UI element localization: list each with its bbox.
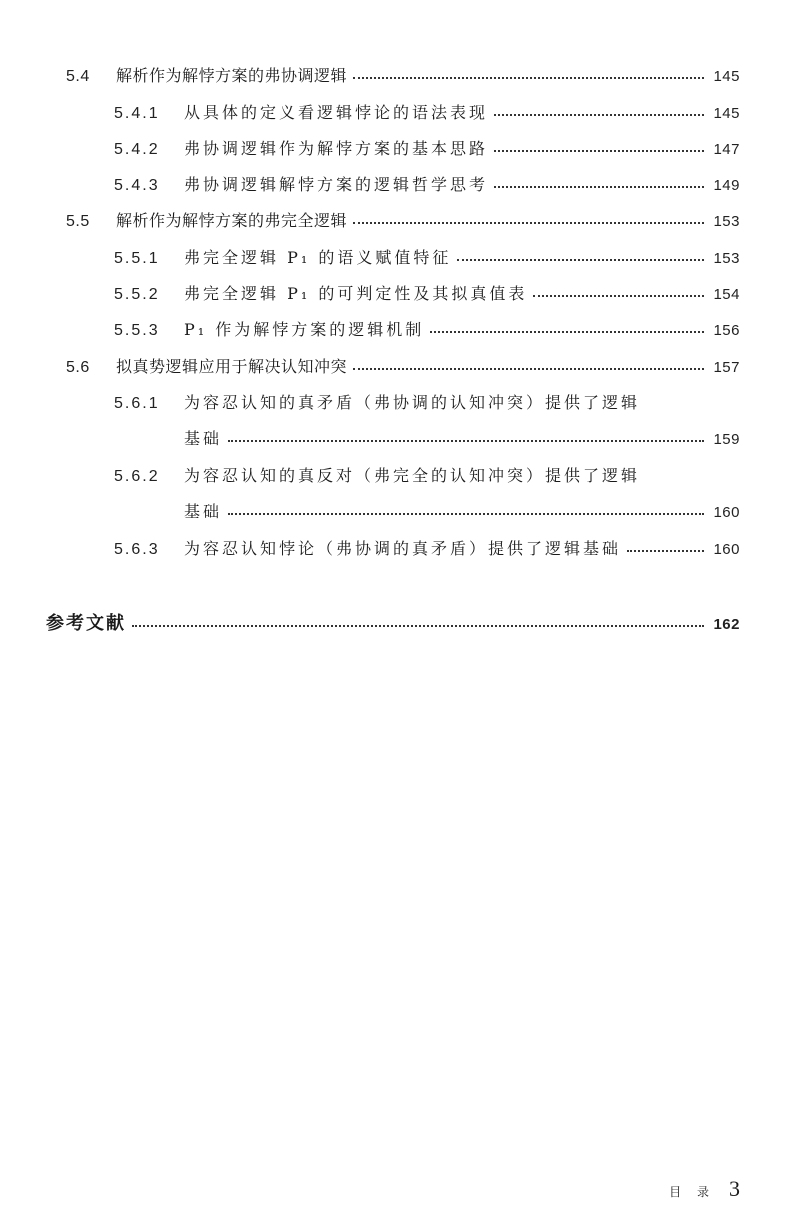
section-title: 为容忍认知的真反对（弗完全的认知冲突）提供了逻辑 [184, 466, 641, 485]
toc-entry-5-6-2-continued[interactable] [184, 499, 740, 522]
section-title: 为容忍认知的真矛盾（弗协调的认知冲突）提供了逻辑 [184, 393, 641, 412]
section-title: 从具体的定义看逻辑悖论的语法表现 [184, 103, 489, 122]
page-number: 159 [713, 431, 740, 448]
section-title: 弗完全逻辑 P₁ 的可判定性及其拟真值表 [184, 284, 528, 303]
page-number: 160 [713, 504, 740, 521]
page-number: 156 [713, 322, 740, 339]
page-number: 147 [713, 141, 740, 158]
page-footer [669, 1176, 740, 1202]
section-title-continued: 基础 [184, 429, 223, 448]
toc-entry-5-6-2[interactable] [114, 463, 740, 486]
toc-entry-5-5[interactable] [66, 208, 740, 231]
section-number: 5.6.2 [114, 468, 160, 485]
dot-leader [627, 549, 704, 552]
toc-entry-5-5-1[interactable] [114, 245, 740, 268]
section-number: 5.5.2 [114, 286, 160, 303]
section-title: 解析作为解悖方案的弗完全逻辑 [116, 211, 348, 230]
section-number: 5.5.3 [114, 322, 160, 339]
section-number: 5.6.1 [114, 395, 160, 412]
toc-entry-5-5-3[interactable] [114, 317, 740, 340]
page-number: 160 [713, 541, 740, 558]
section-number: 5.4.3 [114, 177, 160, 194]
page-number: 157 [713, 359, 740, 376]
toc-entry-5-4-3[interactable] [114, 172, 740, 195]
toc-entry-5-6-3[interactable] [114, 536, 740, 559]
page-number: 145 [713, 68, 740, 85]
section-title: 弗协调逻辑作为解悖方案的基本思路 [184, 139, 489, 158]
references-title: 参考文献 [46, 613, 126, 634]
page-number: 154 [713, 286, 740, 303]
section-title: 拟真势逻辑应用于解决认知冲突 [116, 357, 348, 376]
section-title: 为容忍认知悖论（弗协调的真矛盾）提供了逻辑基础 [184, 539, 622, 558]
dot-leader [430, 330, 704, 333]
toc-entry-5-4[interactable] [66, 63, 740, 86]
dot-leader [494, 185, 704, 188]
section-number: 5.6.3 [114, 541, 160, 558]
section-number: 5.5 [66, 213, 90, 230]
dot-leader [228, 512, 704, 515]
section-title: 弗完全逻辑 P₁ 的语义赋值特征 [184, 248, 452, 267]
section-number: 5.4.2 [114, 141, 160, 158]
toc-entry-5-4-2[interactable] [114, 136, 740, 159]
section-number: 5.5.1 [114, 250, 160, 267]
page-number: 145 [713, 105, 740, 122]
page-number: 153 [713, 250, 740, 267]
section-number: 5.6 [66, 359, 90, 376]
section-title: P₁ 作为解悖方案的逻辑机制 [184, 320, 425, 339]
toc-entry-5-4-1[interactable] [114, 100, 740, 123]
page-number: 162 [713, 616, 740, 633]
page-number: 149 [713, 177, 740, 194]
dot-leader [132, 624, 704, 627]
page-number: 153 [713, 213, 740, 230]
dot-leader [353, 221, 704, 224]
dot-leader [228, 439, 704, 442]
dot-leader [457, 258, 704, 261]
section-number: 5.4.1 [114, 105, 160, 122]
toc-entry-5-5-2[interactable] [114, 281, 740, 304]
dot-leader [353, 76, 704, 79]
section-number: 5.4 [66, 68, 90, 85]
dot-leader [533, 294, 704, 297]
dot-leader [494, 149, 704, 152]
footer-page-number: 3 [729, 1176, 740, 1201]
toc-entry-5-6[interactable] [66, 354, 740, 377]
dot-leader [494, 113, 704, 116]
toc-entry-references[interactable] [46, 609, 740, 635]
toc-entry-5-6-1[interactable] [114, 390, 740, 413]
section-title: 弗协调逻辑解悖方案的逻辑哲学思考 [184, 175, 489, 194]
section-title: 解析作为解悖方案的弗协调逻辑 [116, 66, 348, 85]
toc-entry-5-6-1-continued[interactable] [184, 426, 740, 449]
footer-label: 目 录 [669, 1185, 715, 1199]
section-title-continued: 基础 [184, 502, 223, 521]
dot-leader [353, 367, 704, 370]
